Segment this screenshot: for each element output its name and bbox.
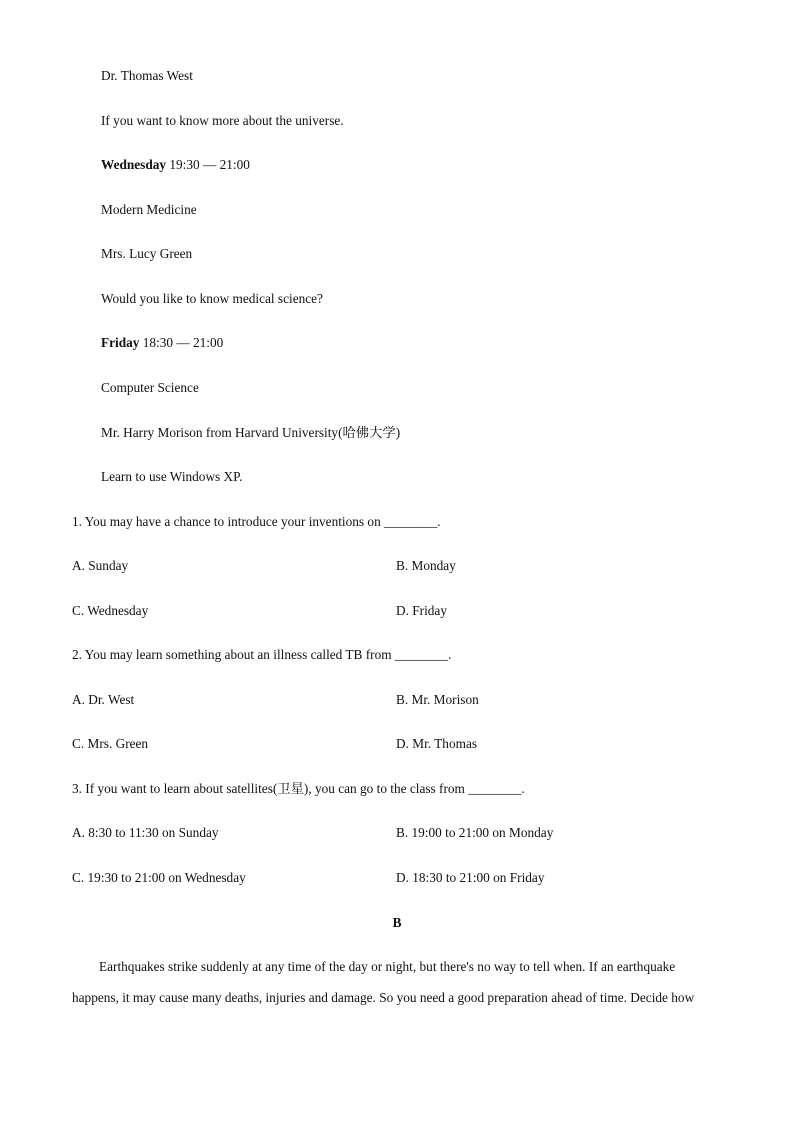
course-medicine: Modern Medicine (101, 202, 197, 217)
course-computer: Computer Science (101, 380, 199, 395)
time-range: 18:30 — 21:00 (142, 335, 224, 350)
description-medical: Would you like to know medical science? (101, 291, 323, 306)
option-a[interactable]: A. Dr. West (72, 692, 135, 707)
option-b[interactable]: B. Monday (396, 558, 456, 573)
time-range: 19:30 — 21:00 (169, 157, 250, 172)
description-windows: Learn to use Windows XP. (101, 469, 243, 484)
description-universe: If you want to know more about the universe. (101, 113, 344, 128)
question-stem: 2. You may learn something about an illness called TB from ________. (72, 647, 452, 662)
question-stem: 1. You may have a chance to introduce your inventions on ________. (72, 514, 441, 529)
passage-line: happens, it may cause many deaths, injuries and damage. So you need a good preparation ahead of time. Decide how (72, 990, 695, 1005)
option-b[interactable]: B. Mr. Morison (396, 692, 479, 707)
passage-line: Earthquakes strike suddenly at any time of the day or night, but there's no way to tell when. If an earthquake (99, 959, 676, 974)
option-b[interactable]: B. 19:00 to 21:00 on Monday (396, 825, 554, 840)
friday-slot (101, 334, 223, 352)
option-a[interactable]: A. 8:30 to 11:30 on Sunday (72, 825, 219, 840)
option-d[interactable]: D. 18:30 to 21:00 on Friday (396, 870, 545, 885)
option-a[interactable]: A. Sunday (72, 558, 129, 573)
option-d[interactable]: D. Mr. Thomas (396, 736, 478, 751)
speaker-west: Dr. Thomas West (101, 68, 193, 83)
option-d[interactable]: D. Friday (396, 603, 447, 618)
section-heading: B (392, 915, 402, 930)
day-label: Wednesday (101, 157, 167, 172)
speaker-green: Mrs. Lucy Green (101, 246, 193, 261)
question-stem: 3. If you want to learn about satellites(卫星), you can go to the class from ________. (72, 781, 525, 796)
wednesday-slot (101, 156, 250, 174)
day-label: Friday (101, 335, 140, 350)
option-c[interactable]: C. 19:30 to 21:00 on Wednesday (72, 870, 246, 885)
speaker-morison: Mr. Harry Morison from Harvard University(哈佛大学) (101, 425, 401, 440)
option-c[interactable]: C. Mrs. Green (72, 736, 149, 751)
option-c[interactable]: C. Wednesday (72, 603, 149, 618)
